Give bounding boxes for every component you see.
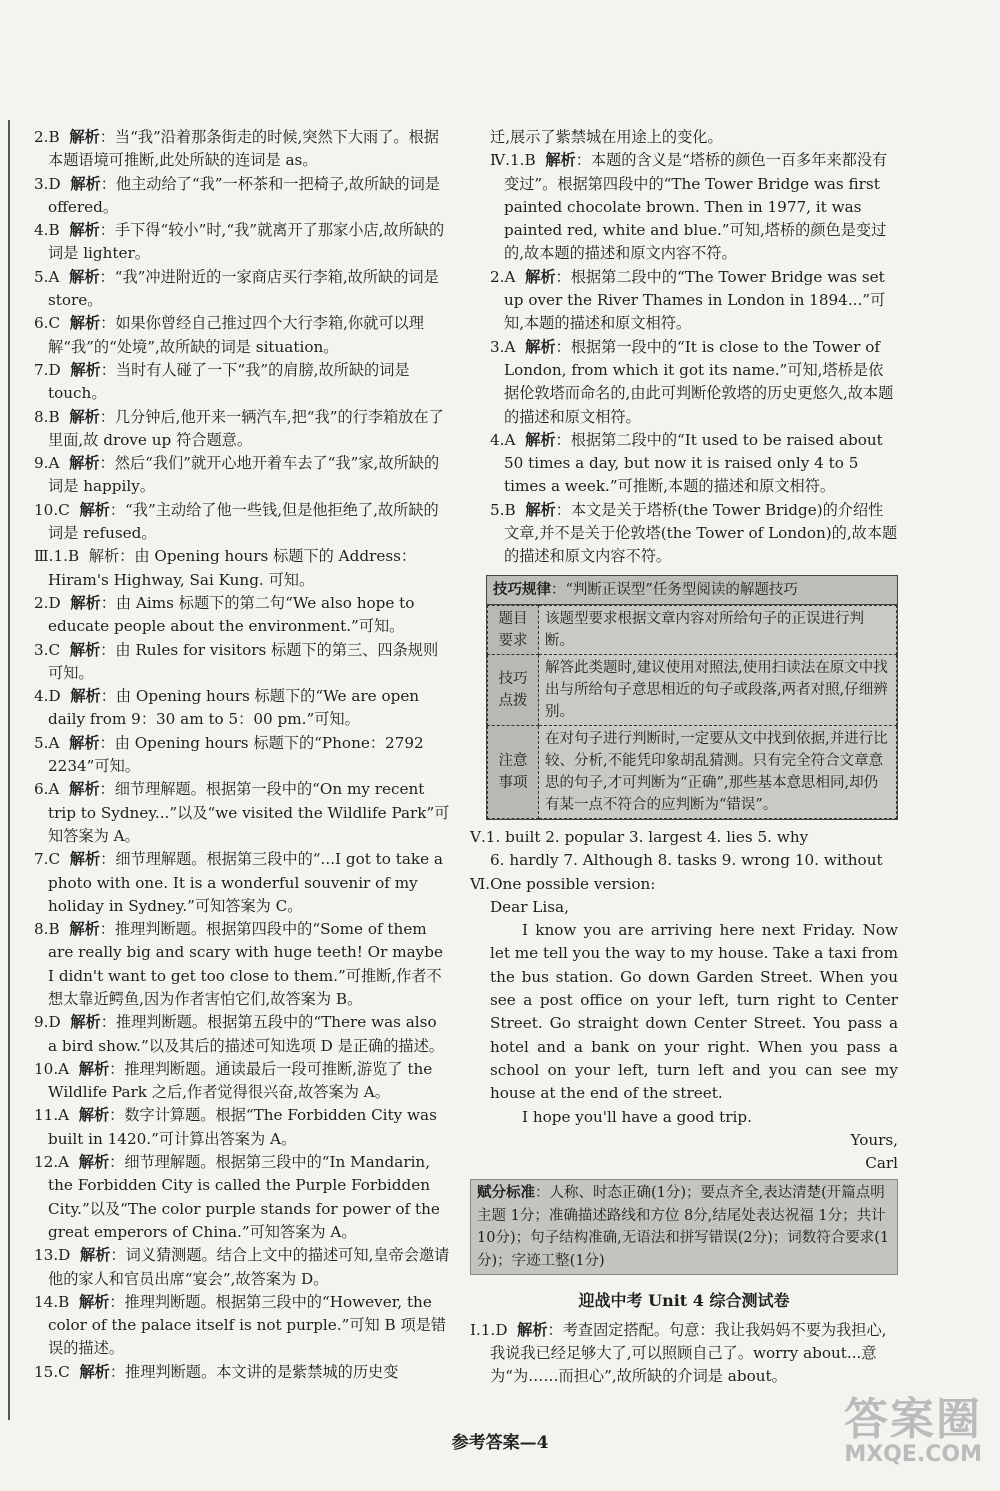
tip-title: 技巧规律：“判断正误型”任务型阅读的解题技巧 <box>487 576 897 605</box>
right-entries <box>470 149 898 568</box>
right-column <box>470 126 898 1389</box>
watermark-text: 答案圈 <box>844 1394 982 1445</box>
answer-entry: 5.A 解析：由 Opening hours 标题下的“Phone：2792 2234”可知。 <box>34 733 424 776</box>
watermark-logo <box>844 1394 982 1468</box>
letter-name: Carl <box>865 1154 898 1173</box>
answer-entry: 4.A 解析：根据第二段中的“It used to be raised about 50 times a day, but now it is raised only 4 to 5 times a week.”可推断,本题的描述和原文相符。 <box>490 430 883 496</box>
answer-entry: 14.B 解析：推理判断题。根据第三段中的“However, the color of the palace itself is not purple.”可知 B 项是错误的描述。 <box>34 1292 447 1358</box>
tip-key: 题目要求 <box>488 605 539 654</box>
section-title: 迎战中考 Unit 4 综合测试卷 <box>578 1291 790 1311</box>
left-margin-rule <box>8 120 10 1420</box>
answer-entry: 7.C 解析：细节理解题。根据第三段中的“...I got to take a photo with one. It is a wonderful souvenir of my holiday in Sydney.”可知答案为 C。 <box>34 850 443 915</box>
answer-entry: 9.D 解析：推理判断题。根据第五段中的“There was also a bird show.”以及其后的描述可知选项 D 是正确的描述。 <box>34 1013 444 1055</box>
answer-entry: 7.D 解析：当时有人碰了一下“我”的肩膀,故所缺的词是 touch。 <box>34 360 410 403</box>
tip-row <box>488 605 897 654</box>
tip-key: 技巧点拨 <box>488 654 539 725</box>
answer-entry: 11.A 解析：数字计算题。根据“The Forbidden City was built in 1420.”可计算出答案为 A。 <box>34 1106 437 1148</box>
answer-entry: 8.B 解析：推理判断题。根据第四段中的“Some of them are really big and scary with huge teeth! Or maybe I didn't want to get too close to them.”可推断,作者不想太靠近鳄鱼,因为作者害怕它们,故答案为 B。 <box>34 920 443 1008</box>
answer-entry: 13.D 解析：词义猜测题。结合上文中的描述可知,皇帝会邀请他的家人和官员出席“宴会”,故答案为 D。 <box>34 1246 450 1288</box>
answer-entry: 4.B 解析：手下得“较小”时,“我”就离开了那家小店,故所缺的词是 lighter。 <box>34 221 445 263</box>
answer-entry: 10.C 解析：“我”主动给了他一些钱,但是他拒绝了,故所缺的词是 refused。 <box>34 500 439 543</box>
watermark-url: MXQE.COM <box>844 1442 982 1467</box>
letter-body: I know you are arriving here next Friday. Now let me tell you the way to my house. Take a taxi from the bus station. Go down Garden Street. When you see a post office on your left, turn right to Center Street. Go straight down Center Street. You pass a hotel and a bank on your right. When you pass a school on your left, turn left and you can see my house at the end of the street. <box>490 921 898 1103</box>
tip-table <box>487 605 897 819</box>
answer-entry: Ⅰ.1.D 解析：考查固定搭配。句意：我让我妈妈不要为我担心,我说我已经足够大了,可以照顾自己了。worry about...意为“为……而担心”,故所缺的介词是 about。 <box>470 1320 887 1386</box>
score-box: 赋分标准：人称、时态正确(1分)；要点齐全,表达清楚(开篇点明主题 1分；准确描述路线和方位 8分,结尾处表达祝福 1分；共计 10分)；句子结构准确,无语法和拼写错误(2分)；词数符合要求(1分)；字迹工整(1分) <box>470 1179 898 1275</box>
tip-value: 该题型要求根据文章内容对所给句子的正误进行判断。 <box>539 605 897 654</box>
answer-entry: 6.A 解析：细节理解题。根据第一段中的“On my recent trip to Sydney...”以及“we visited the Wildlife Park”可知答案为 A。 <box>34 780 450 845</box>
answer-entry: 10.A 解析：推理判断题。通读最后一段可推断,游览了 the Wildlife Park 之后,作者觉得很兴奋,故答案为 A。 <box>34 1059 433 1102</box>
answer-entry: 6.C 解析：如果你曾经自己推过四个大行李箱,你就可以理解“我”的“处境”,故所缺的词是 situation。 <box>34 314 424 356</box>
tip-row <box>488 654 897 725</box>
letter-greeting: Dear Lisa, <box>490 897 569 916</box>
answer-entry: 9.A 解析：然后“我们”就开心地开着车去了“我”家,故所缺的词是 happily。 <box>34 454 440 496</box>
left-column <box>14 126 450 1384</box>
section-vi-letter: Ⅵ.One possible version: Dear Lisa, I know you are arriving here next Friday. Now let me tell you the way to my house. Take a taxi from the bus station. Go down Garden Street. When you see a post office on your left, turn right to Center Street. Go straight down Center Street. You pass a hotel and a bank on your right. When you pass a school on your left, turn left and you can see my house at the end of the street. I hope you'll have a good trip. Yours, Carl <box>470 873 898 1176</box>
section-v-answers: Ⅴ.1. built 2. popular 3. largest 4. lies 5. why 6. hardly 7. Although 8. tasks 9. wrong 10. without <box>470 827 883 870</box>
tip-value: 在对句子进行判断时,一定要从文中找到依据,并进行比较、分析,不能凭印象胡乱猜测。只有完全符合文章意思的句子,才可判断为“正确”,那些基本意思相同,却仍有某一点不符合的应判断为“错误”。 <box>539 725 897 818</box>
continued-text: 迁,展示了紫禁城在用途上的变化。 <box>490 128 723 146</box>
tip-value: 解答此类题时,建议使用对照法,使用扫读法在原文中找出与所给句子意思相近的句子或段落,两者对照,仔细辨别。 <box>539 654 897 725</box>
answer-entry: 3.C 解析：由 Rules for visitors 标题下的第三、四条规则可知。 <box>34 640 439 682</box>
answer-entry: 3.A 解析：根据第一段中的“It is close to the Tower of London, from which it got its name.”可知,塔桥是依据伦敦塔而命名的,由此可判断伦敦塔的历史更悠久,故本题的描述和原文相符。 <box>490 337 894 426</box>
answer-entry: 2.D 解析：由 Aims 标题下的第二句“We also hope to educate people about the environment.”可知。 <box>34 593 415 636</box>
answer-entry: 12.A 解析：细节理解题。根据第三段中的“In Mandarin, the Forbidden City is called the Purple Forbidden City.”以及“The color purple stands for power of the great emperors of China.”可知答案为 A。 <box>34 1153 440 1241</box>
tip-box <box>486 575 898 820</box>
answer-entry: 8.B 解析：几分钟后,他开来一辆汽车,把“我”的行李箱放在了里面,故 drove up 符合题意。 <box>34 407 444 449</box>
answer-entry: 5.B 解析：本文是关于塔桥(the Tower Bridge)的介绍性文章,并不是关于伦敦塔(the Tower of London)的,故本题的描述和原文内容不符。 <box>490 500 898 566</box>
tip-key: 注意事项 <box>488 725 539 818</box>
answer-entry: Ⅳ.1.B 解析：本题的含义是“塔桥的颜色一百多年来都没有变过”。根据第四段中的“The Tower Bridge was first painted chocolate brown. Then in 1977, it was painted red, white and blue.”可知,塔桥的颜色是变过的,故本题的描述和原文内容不符。 <box>490 151 888 263</box>
letter-signoff: Yours, <box>850 1130 898 1149</box>
answer-entry: 15.C 解析：推理判断题。本文讲的是紫禁城的历史变 <box>34 1362 399 1381</box>
answer-entry: Ⅲ.1.B 解析：由 Opening hours 标题下的 Address：Hiram's Highway, Sai Kung. 可知。 <box>34 547 417 589</box>
tip-row <box>488 725 897 818</box>
letter-closing: I hope you'll have a good trip. <box>522 1107 752 1126</box>
answer-entry: 2.A 解析：根据第二段中的“The Tower Bridge was set up over the River Thames in London in 1894...”可知,本题的描述和原文相符。 <box>490 267 886 333</box>
answer-entry: 3.D 解析：他主动给了“我”一杯茶和一把椅子,故所缺的词是 offered。 <box>34 174 440 216</box>
answer-entry: 4.D 解析：由 Opening hours 标题下的“We are open daily from 9：30 am to 5：00 pm.”可知。 <box>34 687 420 729</box>
answer-entry: 2.B 解析：当“我”沿着那条街走的时候,突然下大雨了。根据本题语境可推断,此处所缺的连词是 as。 <box>34 128 439 170</box>
answer-entry: 5.A 解析：“我”冲进附近的一家商店买行李箱,故所缺的词是 store。 <box>34 267 439 310</box>
page-footer: 参考答案—4 <box>451 1433 549 1453</box>
